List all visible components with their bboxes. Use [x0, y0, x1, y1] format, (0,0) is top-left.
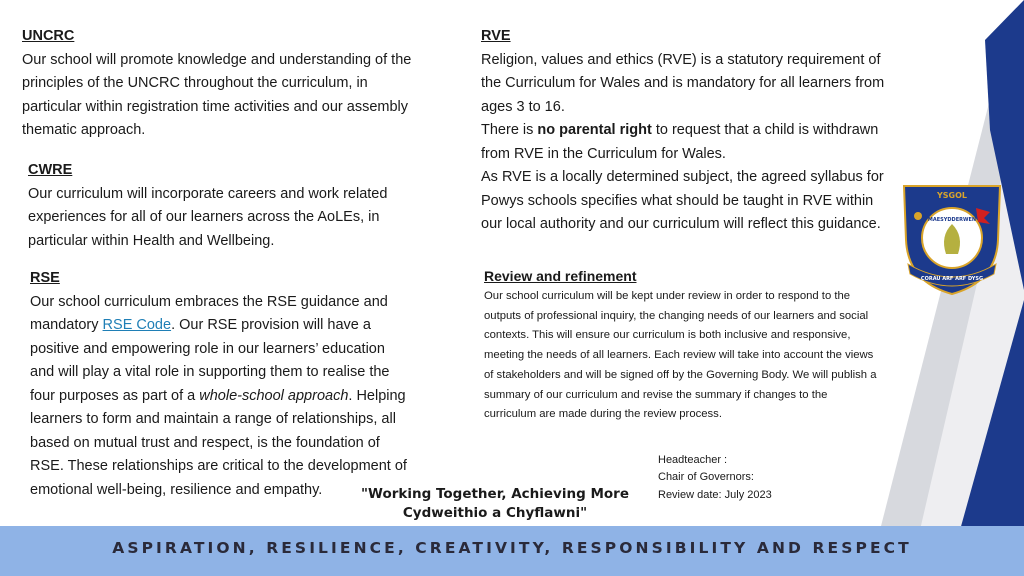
chair-of-governors-label: Chair of Governors: — [658, 471, 754, 484]
cwre-heading: CWRE — [28, 162, 73, 178]
rse-whole-school-approach: whole-school approach — [199, 387, 349, 404]
rse-code-link[interactable]: RSE Code — [102, 317, 172, 333]
uncrc-section — [22, 25, 417, 143]
motto-english: "Working Together, Achieving More — [361, 486, 629, 502]
school-crest-logo — [898, 178, 1006, 298]
rve-paragraph-3: As RVE is a locally determined subject, the agreed syllabus for Powys schools specifies what should be taught in RVE within our local authority and our curriculum will reflect this guidance. — [481, 169, 884, 232]
cwre-section — [28, 159, 400, 253]
rve-section — [481, 25, 896, 237]
rse-heading: RSE — [30, 270, 60, 286]
rve-heading: RVE — [481, 28, 511, 44]
motto-welsh: Cydweithio a Chyflawni" — [402, 505, 588, 521]
rve-paragraph-2-start: There is — [481, 122, 538, 138]
review-heading: Review and refinement — [484, 268, 637, 284]
crest-torch-icon — [914, 212, 922, 220]
rve-paragraph-2-end: to request that a child is withdrawn from RVE in the Curriculum for Wales. — [481, 122, 879, 162]
headteacher-label: Headteacher : — [658, 454, 728, 466]
review-body: Our school curriculum will be kept under review in order to respond to the outputs of professional inquiry, the changing needs of our learners and social contexts. This will ensure our curriculum is both inclusive and responsive, meeting the needs of all learners. Each review will take into account the views of stakeholders and will be signed off by the Governing Body. We will publish a summary of our curriculum and revise the summary if changes to the curriculum are made during the review process. — [484, 290, 877, 421]
rse-text-3: . Helping learners to form and maintain a range of relationships, all based on mutual trust and respect, is the foundation of RSE. These relationships are critical to the development of emotional well-being, resilience and empathy. — [30, 387, 407, 498]
uncrc-heading: UNCRC — [22, 28, 75, 44]
rse-section — [30, 267, 412, 502]
values-banner-text: ASPIRATION, RESILIENCE, CREATIVITY, RESPONSIBILITY AND RESPECT — [112, 539, 912, 557]
signoff-block — [658, 452, 772, 504]
rve-paragraph-1: Religion, values and ethics (RVE) is a statutory requirement of the Curriculum for Wales and is mandatory for all learners from ages 3 to 16. — [481, 51, 885, 115]
crest-motto-text: CORAU ARF ARF DYSG — [920, 276, 984, 282]
crest-ring-text: MAESYDDERWEN — [927, 217, 977, 223]
review-section — [484, 266, 880, 425]
rve-no-parental-right: no parental right — [537, 122, 652, 138]
rse-text-1: Our school curriculum embraces the RSE guidance and mandatory — [30, 293, 388, 333]
uncrc-body: Our school will promote knowledge and understanding of the principles of the UNCRC throughout the curriculum, in particular within registration time activities and our assembly thematic approach. — [22, 51, 412, 138]
review-date: Review date: July 2023 — [658, 488, 772, 501]
school-motto — [360, 485, 630, 523]
crest-top-text: YSGOL — [936, 191, 968, 200]
cwre-body: Our curriculum will incorporate careers and work related experiences for all of our learners across the AoLEs, in particular within Health and Wellbeing. — [28, 185, 388, 249]
rse-text-2: . Our RSE provision will have a positive and empowering role in our learners’ education and will play a vital role in supporting them to realise the four purposes as part of a — [30, 317, 390, 404]
